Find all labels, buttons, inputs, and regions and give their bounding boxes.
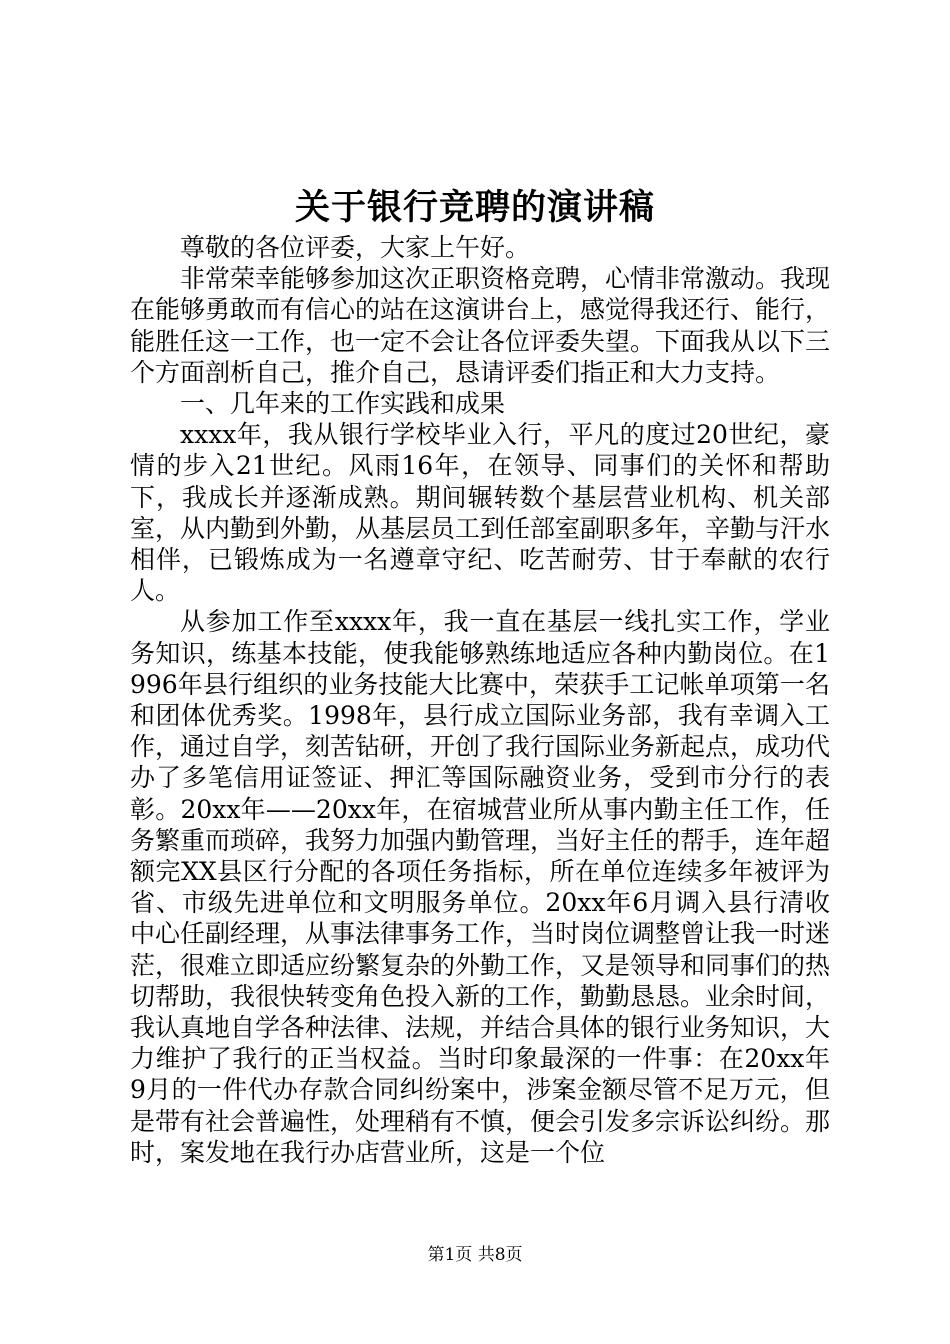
paragraph-work-history: 从参加工作至xxxx年，我一直在基层一线扎实工作，学业务知识，练基本技能，使我能够熟练地适应各种内勤岗位。在1996年县行组织的业务技能大比赛中，荣获手工记帐单项第一名和团体优秀奖。1998年，县行成立国际业务部，我有幸调入工作，通过自学，刻苦钻研，开创了我行国际业务新起点，成功代办了多笔信用证签证、押汇等国际融资业务，受到市分行的表彰。20xx年——20xx年，在宿城营业所从事内勤主任工作，任务繁重而琐碎，我努力加强内勤管理，当好主任的帮手，连年超额完XX县区行分配的各项任务指标，所在单位连续多年被评为省、市级先进单位和文明服务单位。20xx年6月调入县行清收中心任副经理，从事法律事务工作，当时岗位调整曾让我一时迷茫，很难立即适应纷繁复杂的外勤工作，又是领导和同事们的热切帮助，我很快转变角色投入新的工作，勤勤恳恳。业余时间，我认真地自学各种法律、法规，并结合具体的银行业务知识，大力维护了我行的正当权益。当时印象最深的一件事：在20xx年9月的一件代办存款合同纠纷案中，涉案金额尽管不足万元，但是带有社会普遍性，处理稍有不慎，便会引发多宗诉讼纠纷。那时，案发地在我行办店营业所，这是一个位 xyxy=(130,607,831,1167)
page-footer: 第1页 共8页 xyxy=(427,1245,523,1265)
paragraph-intro: 非常荣幸能够参加这次正职资格竞聘，心情非常激动。我现在能够勇敢而有信心的站在这演讲台上，感觉得我还行、能行，能胜任这一工作，也一定不会让各位评委失望。下面我从以下三个方面剖析自己，推介自己，恳请评委们指正和大力支持。 xyxy=(130,264,831,387)
section-heading: 一、几年来的工作实践和成果 xyxy=(180,389,506,419)
paragraph-greeting: 尊敬的各位评委，大家上午好。 xyxy=(180,233,531,262)
document-title: 关于银行竞聘的演讲稿 xyxy=(294,187,655,228)
document-body xyxy=(130,232,830,1168)
paragraph-career-overview: xxxx年，我从银行学校毕业入行，平凡的度过20世纪，豪情的步入21世纪。风雨16年，在领导、同事们的关怀和帮助下，我成长并逐渐成熟。期间辗转数个基层营业机构、机关部室，从内勤到外勤，从基层员工到任部室副职多年，辛勤与汗水相伴，已锻炼成为一名遵章守纪、吃苦耐劳、甘于奉献的农行人。 xyxy=(130,420,831,606)
